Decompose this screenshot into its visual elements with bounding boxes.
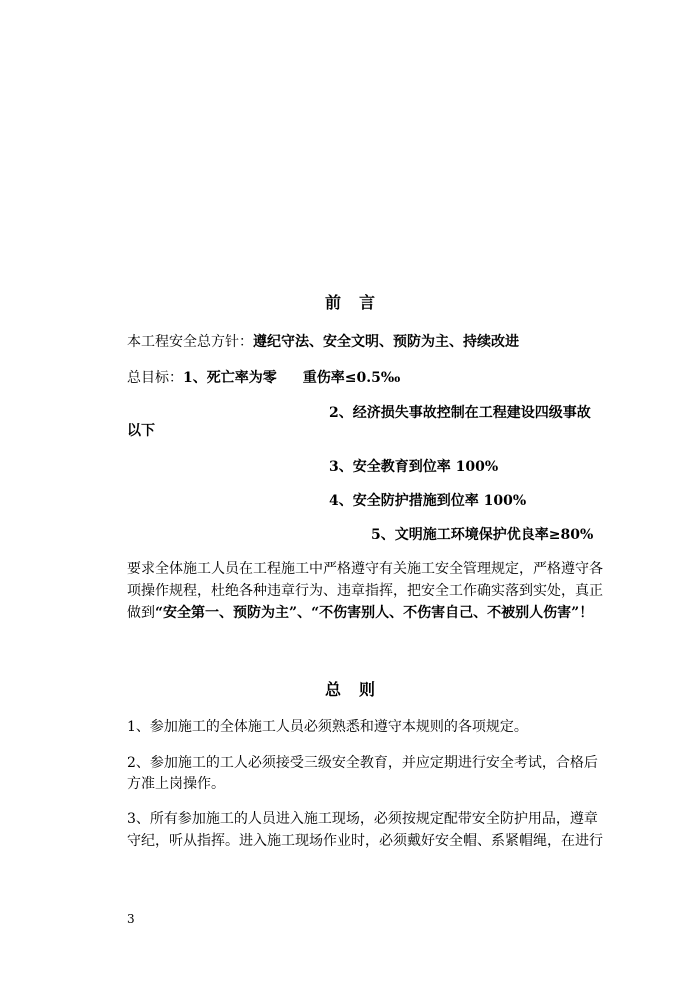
general-rules-heading: 总则 (324, 680, 393, 699)
page-number: 3 (127, 912, 135, 926)
preface-heading: 前言 (324, 293, 393, 312)
safety-policy-value: 遵纪守法、安全文明、预防为主、持续改进 (253, 334, 519, 350)
requirement-line-1: 要求全体施工人员在工程施工中严格遵守有关施工安全管理规定，严格遵守各 (127, 561, 603, 577)
requirement-line-2: 项操作规程，杜绝各种违章行为、违章指挥，把安全工作确实落到实处，真正 (127, 583, 603, 599)
goal-item-1a: 1、死亡率为零 (183, 370, 277, 386)
requirement-line-3 (127, 605, 593, 621)
safety-policy-label: 本工程安全总方针： (127, 334, 253, 350)
requirement-slogan: “安全第一、预防为主”、“不伤害别人、不伤害自己、不被别人伤害”！ (155, 605, 594, 621)
safety-policy-line (127, 334, 519, 350)
general-item-3-line-2: 守纪，听从指挥。进入施工现场作业时，必须戴好安全帽、系紧帽绳，在进行 (127, 833, 603, 849)
general-item-2-line-1: 2、参加施工的工人必须接受三级安全教育，并应定期进行安全考试，合格后 (127, 755, 598, 771)
goal-item-5: 5、文明施工环境保护优良率≥80% (371, 527, 594, 543)
general-item-3-line-1: 3、所有参加施工的人员进入施工现场，必须按规定配带安全防护用品，遵章 (127, 811, 598, 827)
goal-item-2a: 2、经济损失事故控制在工程建设四级事故 (329, 405, 591, 421)
general-item-2-line-2: 方准上岗操作。 (127, 776, 225, 792)
overall-goal-label: 总目标： (127, 370, 183, 386)
goal-item-3: 3、安全教育到位率 100% (329, 459, 499, 475)
goal-item-2b: 以下 (127, 423, 155, 439)
general-item-1: 1、参加施工的全体施工人员必须熟悉和遵守本规则的各项规定。 (127, 719, 528, 735)
requirement-lead: 做到 (127, 605, 155, 621)
goal-item-1b: 重伤率≤0.5‰ (302, 370, 401, 386)
goal-item-4: 4、安全防护措施到位率 100% (329, 493, 527, 509)
overall-goal-line (127, 370, 400, 386)
